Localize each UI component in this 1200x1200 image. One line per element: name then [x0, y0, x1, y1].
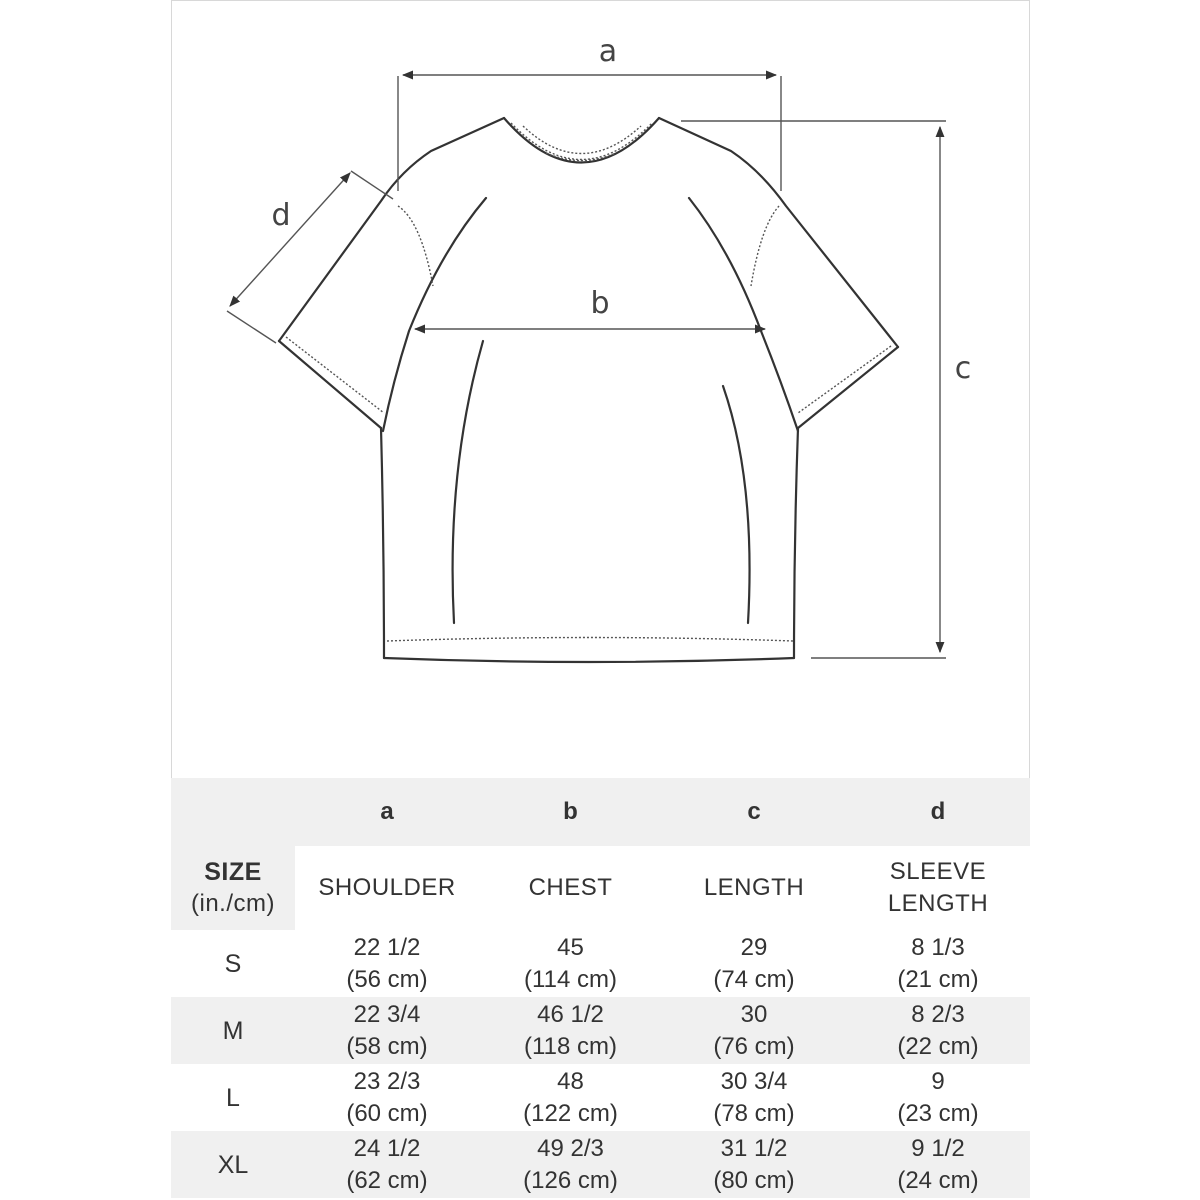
- col-name-shoulder: SHOULDER: [295, 846, 479, 930]
- size-header-unit: (in./cm): [191, 890, 275, 917]
- col-name-length: LENGTH: [662, 846, 846, 930]
- length-cell: 31 1/2 (80 cm): [662, 1131, 846, 1198]
- dimension-b-label: b: [590, 286, 610, 321]
- dimension-c: [681, 121, 946, 658]
- sleeve-cell: 9 1/2 (24 cm): [846, 1131, 1030, 1198]
- chest-cell: 45 (114 cm): [524, 933, 617, 993]
- table-header-names: [171, 846, 1030, 930]
- col-letter-b: b: [479, 778, 662, 846]
- sleeve-cell: 9 (23 cm): [897, 1067, 979, 1127]
- length-cell: 30 3/4 (78 cm): [713, 1067, 795, 1127]
- dimension-a-label: a: [598, 34, 618, 69]
- dimension-d-label: d: [271, 198, 291, 233]
- table-row: [171, 1131, 1030, 1198]
- length-cell: 30 (76 cm): [662, 997, 846, 1064]
- table-row: [171, 1064, 1030, 1131]
- sleeve-header-line2: LENGTH: [887, 890, 989, 917]
- size-chart-panel: [171, 0, 1030, 1200]
- sleeve-cell: 8 2/3 (22 cm): [846, 997, 1030, 1064]
- chest-cell: 48 (122 cm): [523, 1067, 618, 1127]
- size-table: [171, 778, 1030, 1198]
- shoulder-cell: 22 1/2 (56 cm): [346, 933, 428, 993]
- stitch-lines: [286, 123, 891, 641]
- size-cell: S: [224, 949, 242, 978]
- size-header: [171, 846, 295, 930]
- shoulder-cell: 23 2/3 (60 cm): [346, 1067, 428, 1127]
- col-letter-c: c: [662, 778, 846, 846]
- sleeve-cell: 8 1/3 (21 cm): [897, 933, 979, 993]
- dimension-c-label: c: [954, 351, 972, 386]
- table-row: [171, 997, 1030, 1064]
- col-name-chest: CHEST: [479, 846, 662, 930]
- chest-cell: 46 1/2 (118 cm): [479, 997, 662, 1064]
- table-header-letters: [171, 778, 1030, 846]
- dimension-a: [398, 75, 781, 191]
- size-cell: M: [171, 997, 295, 1064]
- tshirt-drawing: [172, 1, 1031, 779]
- dimension-d: [227, 171, 393, 343]
- table-row: [171, 930, 1030, 997]
- chest-cell: 49 2/3 (126 cm): [479, 1131, 662, 1198]
- sleeve-header-line1: SLEEVE: [889, 858, 987, 885]
- empty-corner: [171, 778, 295, 846]
- size-cell: L: [226, 1083, 240, 1112]
- col-name-sleeve-length: [846, 846, 1030, 930]
- size-header-title: SIZE: [204, 858, 262, 886]
- shoulder-cell: 22 3/4 (58 cm): [295, 997, 479, 1064]
- length-cell: 29 (74 cm): [713, 933, 795, 993]
- col-letter-d: d: [846, 778, 1030, 846]
- col-letter-a: a: [295, 778, 479, 846]
- tshirt-diagram: [171, 0, 1030, 778]
- shoulder-cell: 24 1/2 (62 cm): [295, 1131, 479, 1198]
- tshirt-outline: [279, 118, 898, 662]
- size-cell: XL: [171, 1131, 295, 1198]
